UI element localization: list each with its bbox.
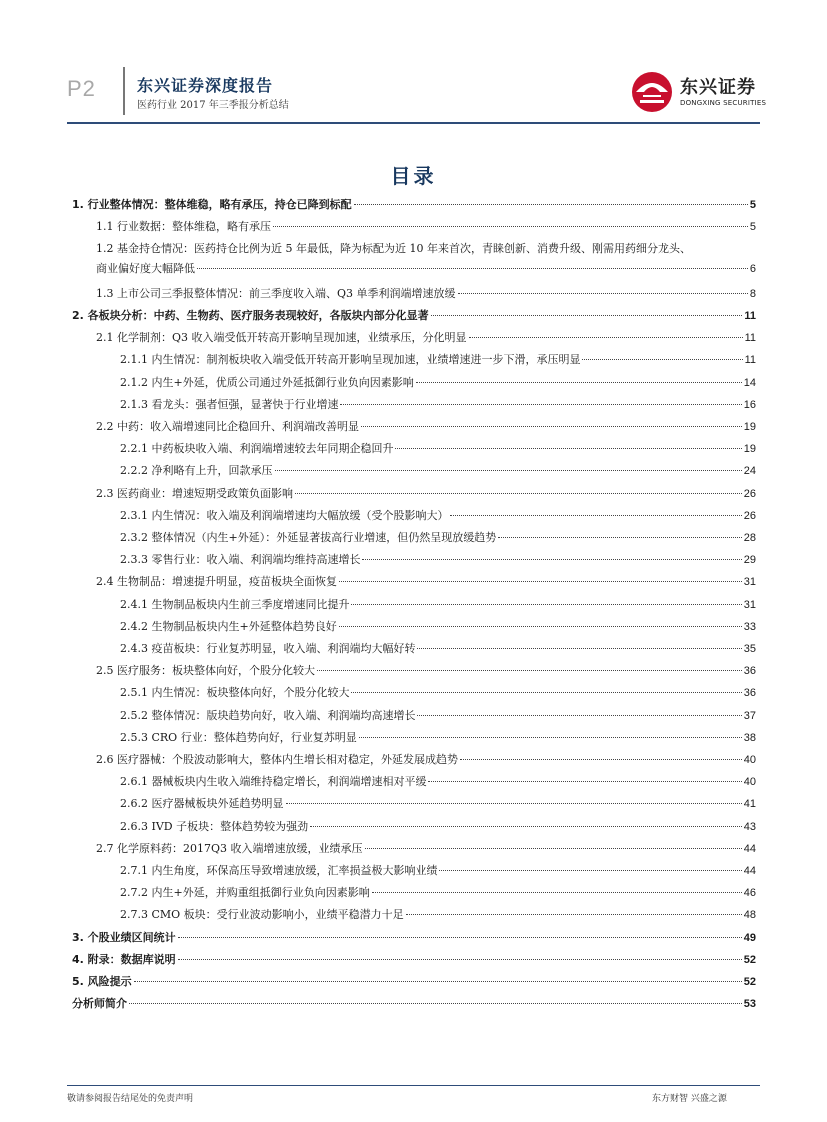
- toc-entry[interactable]: [72, 350, 756, 370]
- toc-entry-text: 2.4 生物制品：增速提升明显，疫苗板块全面恢复: [96, 575, 337, 589]
- logo-mark-icon: [630, 70, 676, 114]
- toc-entry[interactable]: [72, 728, 756, 748]
- toc-dot-leader: [339, 625, 742, 627]
- toc-page-number: 31: [743, 598, 756, 611]
- toc-entry-text: 2.7.2 内生+外延，并购重组抵御行业负向因素影响: [120, 886, 370, 900]
- toc-entry-text: 1.3 上市公司三季报整体情况：前三季度收入端、Q3 单季利润端增速放缓: [96, 286, 456, 300]
- toc-page-number: 38: [743, 731, 756, 744]
- toc-dot-leader: [340, 403, 741, 405]
- toc-entry[interactable]: [72, 284, 756, 304]
- toc-entry-text: 5. 风险提示: [72, 975, 132, 988]
- toc-entry-text: 1.2 基金持仓情况：医药持仓比例为近 5 年最低，降为标配为近 10 年来首次，青睐创新、消费升级、刚需用药细分龙头、: [96, 242, 691, 256]
- toc-dot-leader: [431, 314, 743, 316]
- toc-entry-text: 2.7 化学原料药：2017Q3 收入端增速放缓，业绩承压: [96, 841, 363, 855]
- page-number: P2: [67, 76, 96, 101]
- toc-entry-text: 3. 个股业绩区间统计: [72, 930, 176, 944]
- toc-entry-text: 分析师简介: [72, 997, 127, 1011]
- toc-dot-leader: [178, 936, 742, 938]
- toc-page-number: 11: [744, 332, 756, 345]
- toc-dot-leader: [286, 802, 742, 804]
- toc-dot-leader: [372, 891, 742, 893]
- toc-entry-text: 2.6.2 医疗器械板块外延趋势明显: [120, 797, 284, 811]
- toc-dot-leader: [498, 536, 742, 538]
- toc-entry-text: 2.2.2 净利略有上升，回款承压: [120, 464, 273, 478]
- toc-entry[interactable]: [72, 683, 756, 703]
- toc-dot-leader: [178, 958, 742, 960]
- toc-entry-text: 2.3.2 整体情况（内生+外延）：外延显著拔高行业增速，但仍然呈现放缓趋势: [120, 531, 497, 544]
- toc-entry[interactable]: [72, 461, 756, 481]
- toc-entry[interactable]: [72, 772, 756, 792]
- toc-dot-leader: [197, 267, 748, 269]
- toc-dot-leader: [273, 225, 748, 227]
- toc-entry[interactable]: [72, 484, 756, 504]
- toc-title: 目录: [390, 164, 437, 188]
- toc-dot-leader: [395, 447, 741, 449]
- toc-entry[interactable]: [72, 861, 756, 881]
- toc-entry-text: 2.5.2 整体情况：版块趋势向好，收入端、利润端均高速增长: [120, 708, 416, 722]
- toc-entry[interactable]: [72, 706, 756, 726]
- toc-dot-leader: [428, 780, 741, 782]
- toc-entry[interactable]: [72, 572, 756, 592]
- toc-dot-leader: [439, 869, 741, 871]
- toc-entry-text: 2.6 医疗器械：个股波动影响大，整体内生增长相对稳定，外延发展成趋势: [96, 753, 458, 766]
- toc-entry-text: 2.1.1 内生情况：制剂板块收入端受低开转高开影响呈现加速，业绩增速进一步下滑，承压明显: [120, 353, 581, 367]
- toc-entry-text: 2.3 医药商业：增速短期受政策负面影响: [96, 486, 293, 500]
- toc-entry[interactable]: [72, 217, 756, 237]
- toc-page-number: 44: [743, 865, 756, 877]
- toc-dot-leader: [450, 514, 741, 516]
- toc-entry-text: 2.1.3 看龙头：强者恒强，显著快于行业增速: [120, 397, 339, 411]
- toc-dot-leader: [361, 425, 742, 427]
- toc-dot-leader: [362, 558, 741, 560]
- toc-entry[interactable]: [72, 195, 756, 215]
- toc-page-number: 16: [743, 398, 756, 411]
- footer-slogan: 东方财智 兴盛之源: [652, 1094, 727, 1104]
- toc-dot-leader: [582, 358, 742, 360]
- toc-entry-text: 2.5.3 CRO 行业：整体趋势向好，行业复苏明显: [120, 730, 357, 744]
- toc-entry-text: 2.2.1 中药板块收入端、利润端增速较去年同期企稳回升: [120, 442, 394, 456]
- toc-page-number: 37: [743, 709, 756, 722]
- toc-page-number: 35: [743, 643, 756, 655]
- logo-english-name: DONGXING SECURITIES: [680, 99, 767, 107]
- footer-rule: [67, 1085, 760, 1086]
- toc-dot-leader: [134, 980, 742, 982]
- report-subtitle: 医药行业 2017 年三季报分析总结: [137, 100, 289, 111]
- toc-entry[interactable]: [72, 972, 756, 992]
- header-divider: [123, 67, 125, 115]
- toc-dot-leader: [417, 647, 741, 649]
- toc-page-number: 5: [749, 199, 756, 211]
- header-rule: [67, 122, 760, 124]
- toc-page-number: 26: [743, 509, 756, 522]
- toc-entry[interactable]: [72, 905, 756, 925]
- toc-entry-text: 2.4.3 疫苗板块：行业复苏明显，收入端、利润端均大幅好转: [120, 642, 416, 655]
- toc-entry-text: 2.2 中药：收入端增速同比企稳回升、利润端改善明显: [96, 420, 359, 433]
- toc-page-number: 19: [743, 443, 756, 456]
- toc-page-number: 44: [743, 842, 756, 855]
- toc-page-number: 31: [743, 576, 756, 589]
- toc-dot-leader: [460, 758, 742, 760]
- toc-page-number: 43: [743, 820, 756, 833]
- toc-entry[interactable]: [72, 928, 756, 948]
- toc-entry[interactable]: [72, 883, 756, 903]
- toc-entry-text-continued: 商业偏好度大幅降低: [96, 262, 195, 276]
- report-title: 东兴证券深度报告: [137, 76, 274, 95]
- toc-page-number: 41: [743, 798, 756, 811]
- toc-page-number: 19: [743, 421, 756, 433]
- toc-dot-leader: [469, 336, 743, 338]
- toc-dot-leader: [310, 825, 742, 827]
- toc-entry[interactable]: [72, 750, 756, 770]
- toc-entry-text: 2.1.2 内生+外延，优质公司通过外延抵御行业负向因素影响: [120, 375, 414, 389]
- toc-page-number: 46: [743, 887, 756, 900]
- toc-dot-leader: [458, 292, 748, 294]
- toc-entry[interactable]: [72, 839, 756, 859]
- toc-page-number: 28: [743, 532, 756, 544]
- toc-entry-text: 2.1 化学制剂：Q3 收入端受低开转高开影响呈现加速，业绩承压，分化明显: [96, 331, 467, 345]
- company-logo: [630, 70, 765, 114]
- toc-dot-leader: [295, 492, 742, 494]
- toc-dot-leader: [354, 203, 748, 205]
- toc-entry[interactable]: [72, 395, 756, 415]
- toc-page-number: 29: [743, 554, 756, 567]
- toc-entry-text: 2.7.3 CMO 板块：受行业波动影响小，业绩平稳潜力十足: [120, 908, 404, 922]
- logo-chinese-name: 东兴证券: [680, 77, 756, 98]
- toc-page-number: 6: [749, 263, 756, 276]
- toc-entry[interactable]: [72, 550, 756, 570]
- toc-entry-text: 2.3.3 零售行业：收入端、利润端均维持高速增长: [120, 553, 361, 567]
- toc-entry-text: 4. 附录：数据库说明: [72, 952, 176, 966]
- toc-entry-text: 2.4.1 生物制品板块内生前三季度增速同比提升: [120, 597, 350, 611]
- footer-disclaimer: 敬请参阅报告结尾处的免责声明: [67, 1094, 194, 1104]
- toc-page-number: 40: [743, 754, 756, 766]
- toc-entry-text: 2.5.1 内生情况：板块整体向好，个股分化较大: [120, 686, 350, 700]
- toc-entry-text: 2. 各板块分析：中药、生物药、医疗服务表现较好，各版块内部分化显著: [72, 309, 429, 322]
- toc-entry[interactable]: [72, 661, 756, 681]
- toc-page-number: 26: [743, 487, 756, 500]
- toc-entry[interactable]: [72, 528, 756, 548]
- toc-entry[interactable]: [72, 439, 756, 459]
- toc-dot-leader: [417, 714, 741, 716]
- toc-dot-leader: [339, 580, 742, 582]
- toc-dot-leader: [317, 669, 742, 671]
- toc-page-number: 52: [743, 953, 756, 966]
- toc-entry[interactable]: [72, 506, 756, 526]
- toc-entry[interactable]: [72, 617, 756, 637]
- toc-page-number: 52: [743, 976, 756, 988]
- toc-entry-text: 1.1 行业数据：整体维稳，略有承压: [96, 220, 271, 234]
- toc-page-number: 36: [743, 665, 756, 678]
- toc-page-number: 5: [749, 221, 756, 234]
- toc-entry-text: 2.5 医疗服务：板块整体向好，个股分化较大: [96, 664, 315, 678]
- toc-entry[interactable]: [72, 373, 756, 393]
- toc-page-number: 48: [743, 909, 756, 922]
- toc-page-number: 33: [743, 620, 756, 633]
- toc-dot-leader: [365, 847, 742, 849]
- toc-entry[interactable]: [72, 328, 756, 348]
- toc-entry[interactable]: [72, 950, 756, 970]
- toc-entry-text: 2.3.1 内生情况：收入端及利润端增速均大幅放缓（受个股影响大）: [120, 508, 449, 522]
- toc-dot-leader: [359, 736, 742, 738]
- toc-dot-leader: [406, 913, 742, 915]
- toc-entry[interactable]: [72, 239, 756, 279]
- toc-entry[interactable]: [72, 306, 756, 326]
- toc-entry[interactable]: [72, 794, 756, 814]
- toc-dot-leader: [416, 381, 742, 383]
- toc-entry[interactable]: [72, 639, 756, 659]
- toc-entry-text: 2.6.1 器械板块内生收入端维持稳定增长，利润端增速相对平缓: [120, 775, 427, 789]
- toc-page-number: 40: [743, 776, 756, 789]
- toc-entry-text: 2.7.1 内生角度，环保高压导致增速放缓，汇率损益极大影响业绩: [120, 864, 438, 877]
- toc-entry[interactable]: [72, 817, 756, 837]
- toc-page-number: 36: [743, 687, 756, 700]
- toc-entry-text: 1. 行业整体情况：整体维稳，略有承压，持仓已降到标配: [72, 198, 352, 211]
- toc-dot-leader: [275, 469, 742, 471]
- toc-page-number: 49: [743, 931, 756, 944]
- page-header: [0, 0, 827, 130]
- toc-dot-leader: [129, 1002, 742, 1004]
- toc-page-number: 24: [743, 465, 756, 478]
- toc-entry[interactable]: [72, 595, 756, 615]
- toc-entry[interactable]: [72, 417, 756, 437]
- toc-entry[interactable]: [72, 994, 756, 1014]
- toc-dot-leader: [351, 603, 741, 605]
- toc-page-number: 11: [744, 310, 756, 322]
- toc-dot-leader: [351, 691, 741, 693]
- toc-entry-text: 2.6.3 IVD 子板块：整体趋势较为强劲: [120, 819, 309, 833]
- toc-page-number: 53: [743, 998, 756, 1011]
- toc-page-number: 11: [744, 354, 756, 367]
- toc-page-number: 14: [743, 376, 756, 389]
- toc-page-number: 8: [749, 287, 756, 300]
- toc-entry-text: 2.4.2 生物制品板块内生+外延整体趋势良好: [120, 619, 337, 633]
